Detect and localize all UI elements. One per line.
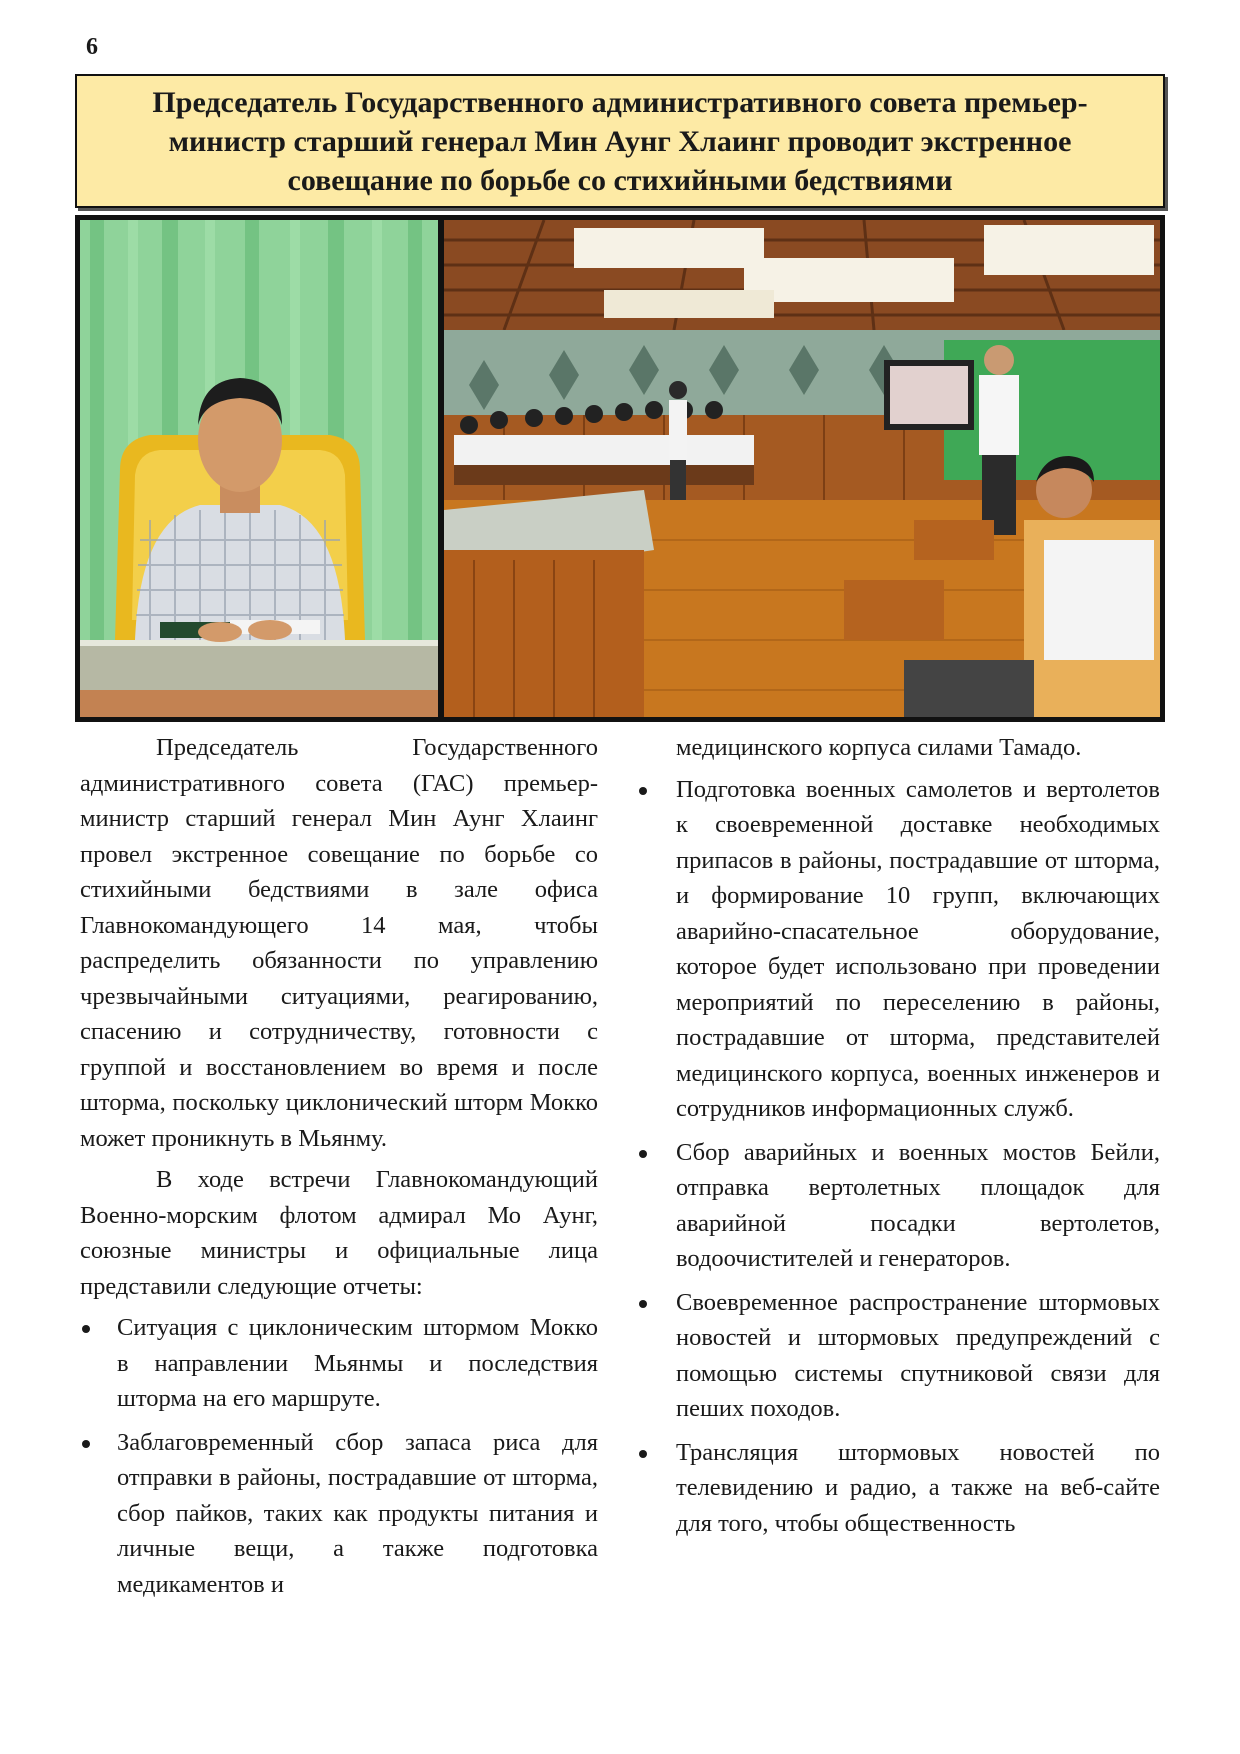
list-item (613, 1435, 1160, 1542)
list-item (613, 1285, 1160, 1427)
list-item-text: Ситуация с циклоническим штормом Мокко в направлении Мьянмы и последствия шторма на его маршруте. (117, 1314, 598, 1412)
page-number: 6 (86, 34, 98, 60)
list-item (80, 1425, 598, 1603)
bullet-icon (82, 1325, 90, 1333)
bullet-icon (639, 787, 647, 795)
bullet-icon (82, 1440, 90, 1448)
right-column (613, 730, 1160, 1549)
bullet-icon (639, 1150, 647, 1158)
left-column (80, 730, 598, 1610)
intro-paragraph: Председатель Государственного административного совета (ГАС) премьер-министр старший генерал Мин Аунг Хлаинг провел экстренное совещание по борьбе со стихийными бедствиями в зале офиса Главнокомандующего 14 мая, чтобы распределить обязанности по управлению чрезвычайными ситуациями, реагированию, спасению и сотрудничеству, готовности с группой и восстановлением во время и после шторма, поскольку циклонический шторм Мокко может проникнуть в Мьянму. (80, 734, 598, 1152)
bullet-icon (639, 1450, 647, 1458)
list-item-text: Трансляция штормовых новостей по телевидению и радио, а также на веб-сайте для того, чтобы общественность (676, 1438, 1160, 1537)
left-bullet-list (80, 1310, 598, 1602)
bullet-icon (639, 1300, 647, 1308)
list-item-text: Сбор аварийных и военных мостов Бейли, отправка вертолетных площадок для аварийной посадки вертолетов, водоочистителей и генераторов. (676, 1138, 1160, 1272)
article-title: Председатель Государственного административного совета премьер-министр старший генерал Мин Аунг Хлаинг проводит экстренное совещание по борьбе со стихийными бедствиями (152, 85, 1088, 197)
list-item-text: Заблаговременный сбор запаса риса для отправки в районы, пострадавшие от шторма, сбор пайков, таких как продукты питания и личные вещи, а также подготовка медикаментов и (117, 1428, 598, 1598)
list-item (80, 1310, 598, 1417)
list-item (613, 1135, 1160, 1277)
second-paragraph: В ходе встречи Главнокомандующий Военно-морским флотом адмирал Мо Аунг, союзные министры и официальные лица представили следующие отчеты: (80, 1166, 598, 1300)
right-bullet-list (613, 772, 1160, 1542)
meeting-hall-photo (444, 220, 1160, 717)
continuation-text: медицинского корпуса силами Тамадо. (676, 734, 1082, 761)
portrait-photo (80, 220, 438, 717)
photo-strip (75, 215, 1165, 722)
article-title-box (75, 74, 1165, 208)
list-item (613, 772, 1160, 1127)
list-item-text: Подготовка военных самолетов и вертолетов к своевременной доставке необходимых припасов в районы, пострадавшие от шторма, и формирование 10 групп, включающих аварийно-спасательное оборудование, которое будет использовано при проведении мероприятий по переселению в районы, пострадавшие от шторма, представителей медицинского корпуса, военных инженеров и сотрудников информационных служб. (676, 775, 1160, 1122)
list-item-text: Своевременное распространение штормовых новостей и штормовых предупреждений с помощью системы спутниковой связи для пеших походов. (676, 1288, 1160, 1422)
